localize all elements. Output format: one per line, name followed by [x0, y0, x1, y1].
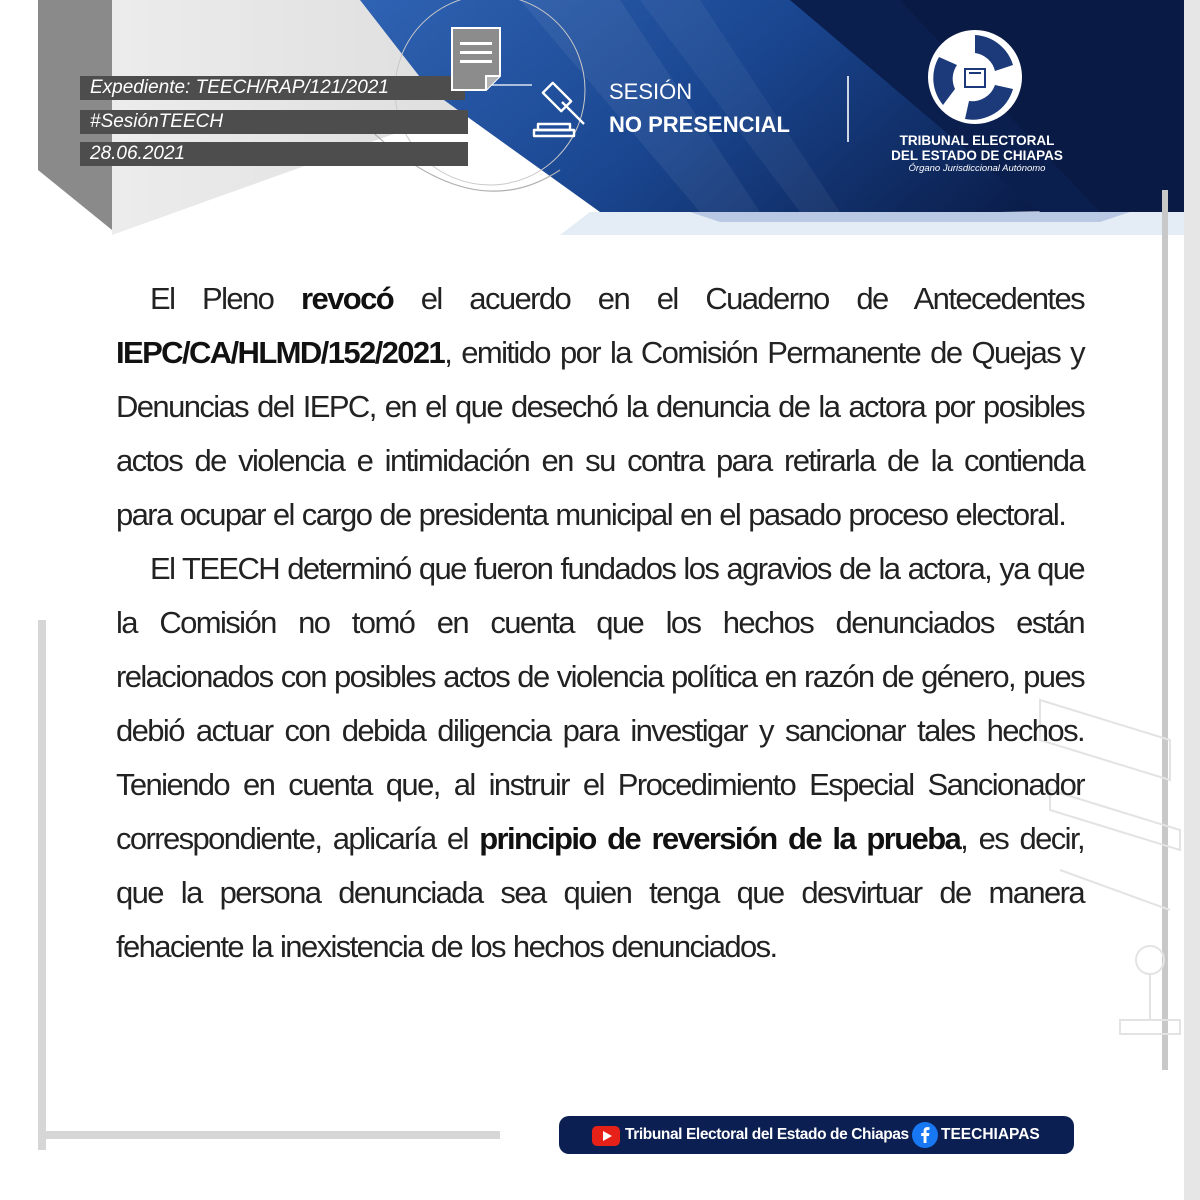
- org-subtitle: Órgano Jurisdiccional Autónomo: [908, 163, 1046, 174]
- paragraph-1: [116, 272, 1084, 542]
- ruling-summary: [116, 272, 1084, 974]
- bottom-frame-bar: [38, 1131, 500, 1139]
- expediente-label: Expediente: TEECH/RAP/121/2021: [80, 76, 465, 100]
- left-frame-bar: [38, 620, 46, 1150]
- facebook-page-link[interactable]: TEECHIAPAS: [941, 1126, 1040, 1143]
- session-mode: NO PRESENCIAL: [609, 112, 790, 137]
- p2-text-end: , es decir, que la persona denunciada sea quien tenga que desvirtuar de manera fehaciente la inexistencia de los hechos denunciados.: [116, 821, 1084, 964]
- p2-bold-principle: principio de reversión de la prueba: [479, 821, 961, 856]
- p1-bold-case-number: IEPC/CA/HLMD/152/2021: [116, 335, 445, 370]
- org-name-line1: TRIBUNAL ELECTORAL: [899, 133, 1055, 148]
- p1-text-start: El Pleno: [150, 281, 301, 316]
- gavel-icon: [532, 78, 596, 140]
- header-divider: [847, 76, 849, 142]
- hashtag-label: #SesiónTEECH: [80, 110, 468, 134]
- tribunal-logo: [925, 27, 1025, 127]
- p1-text-mid: el acuerdo en el Cuaderno de Antecedentes: [393, 281, 1084, 316]
- date-label: 28.06.2021: [80, 142, 468, 166]
- org-name-line2: DEL ESTADO DE CHIAPAS: [891, 148, 1063, 163]
- p1-text-end: , emitido por la Comisión Permanente de Quejas y Denuncias del IEPC, en el que desechó la denuncia de la actora por posibles actos de violencia e intimidación en su contra para retirarla de la contienda para ocupar el cargo de presidenta municipal en el pasado proceso electoral.: [116, 335, 1084, 532]
- document-icon: [450, 26, 502, 92]
- youtube-icon[interactable]: [592, 1126, 620, 1146]
- paragraph-2: [116, 542, 1084, 974]
- p2-text-start: El TEECH determinó que fueron fundados los agravios de la actora, ya que la Comisión no tomó en cuenta que los hechos denunciados están relacionados con posibles actos de violencia política en razón de género, pues debió actuar con debida diligencia para investigar y sancionar tales hechos. Teniendo en cuenta que, al instruir el Procedimiento Especial Sancionador correspondiente, aplicaría el: [116, 551, 1084, 856]
- facebook-icon[interactable]: [912, 1122, 938, 1148]
- session-label: SESIÓN: [609, 79, 693, 104]
- p1-bold-revoco: revocó: [300, 281, 394, 316]
- youtube-channel-link[interactable]: Tribunal Electoral del Estado de Chiapas: [625, 1126, 909, 1143]
